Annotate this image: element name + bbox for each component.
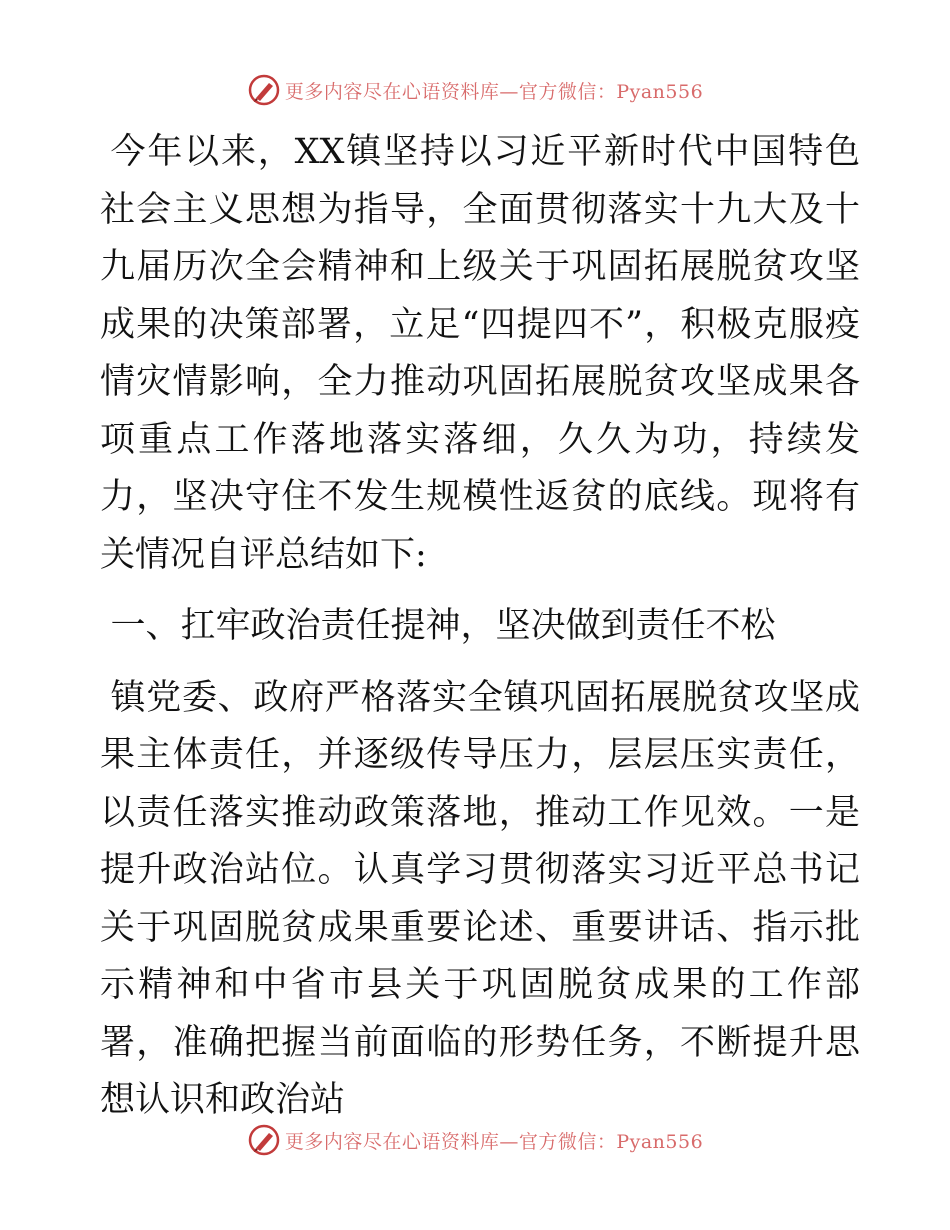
intro-paragraph: 今年以来，XX镇坚持以习近平新时代中国特色社会主义思想为指导，全面贯彻落实十九大及十九届历次全会精神和上级关于巩固拓展脱贫攻坚成果的决策部署，立足“四提四不”，积极克服疫情灾情影响，全力推动巩固拓展脱贫攻坚成果各项重点工作落地落实落细，久久为功，持续发力，坚决守住不发生规模性返贫的底线。现将有关情况自评总结如下: <box>100 132 860 575</box>
header-watermark <box>0 70 950 110</box>
pen-logo-icon <box>247 73 281 107</box>
section-paragraph: 镇党委、政府严格落实全镇巩固拓展脱贫攻坚成果主体责任，并逐级传导压力，层层压实责任，以责任落实推动政策落地，推动工作见效。一是提升政治站位。认真学习贯彻落实习近平总书记关于巩固脱贫成果重要论述、重要讲话、指示批示精神和中省市县关于巩固脱贫成果的工作部署，准确把握当前面临的形势任务，不断提升思想认识和政治站 <box>100 677 860 1120</box>
pen-logo-icon <box>247 1123 281 1157</box>
footer-watermark <box>0 1120 950 1160</box>
section-heading: 一、扛牢政治责任提神，坚决做到责任不松 <box>110 606 776 646</box>
document-body <box>100 124 860 1130</box>
header-watermark-text: 更多内容尽在心语资料库—官方微信：Pyan556 <box>284 80 704 103</box>
footer-watermark-text: 更多内容尽在心语资料库—官方微信：Pyan556 <box>284 1130 704 1153</box>
